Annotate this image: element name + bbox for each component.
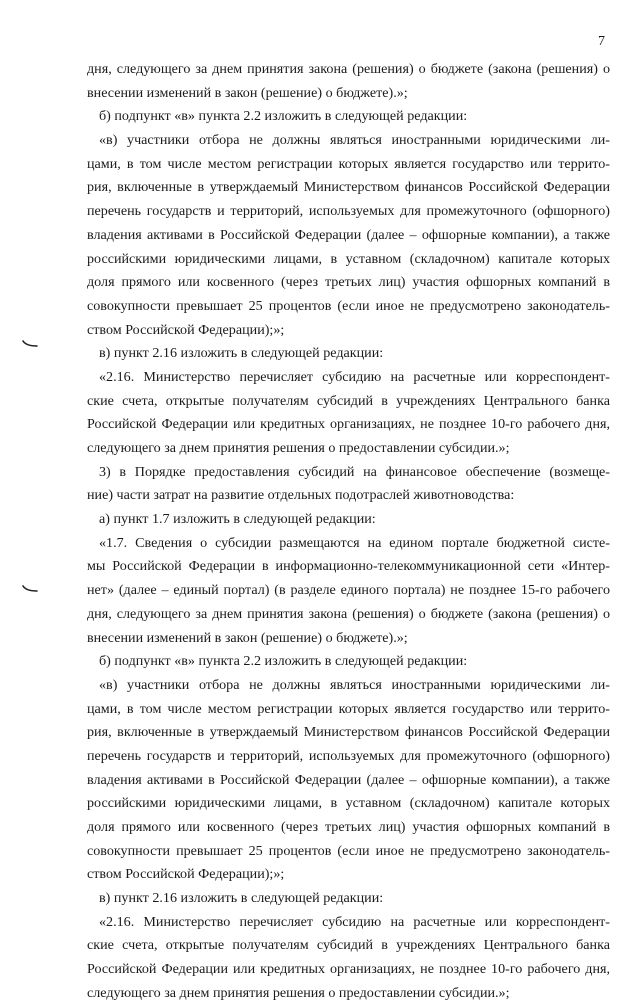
text-line: нет» (далее – единый портал) (в разделе единого портала) не позднее 15-го рабочего: [87, 582, 610, 599]
text-line: российскими юридическими лицами, в уставном (складочном) капитале которых: [87, 250, 610, 267]
text-line: совокупности превышает 25 процентов (если иное не предусмотрено законодатель-: [87, 297, 610, 314]
text-line: ские счета, открытые получателям субсидий в учреждениях Центрального банка: [87, 937, 610, 954]
text-line: рия, включенные в утверждаемый Министерством финансов Российской Федерации: [87, 724, 610, 741]
text-line: доля прямого или косвенного (через третьих лиц) участия офшорных компаний в: [87, 274, 610, 291]
text-line: владения активами в Российской Федерации (далее – офшорные компании), а также: [87, 771, 610, 788]
text-line: доля прямого или косвенного (через третьих лиц) участия офшорных компаний в: [87, 819, 610, 835]
text-line: мы Российской Федерации в информационно-телекоммуникационной сети «Интер-: [87, 558, 610, 575]
text-line: б) подпункт «в» пункта 2.2 изложить в следующей редакции:: [99, 108, 468, 125]
text-line: владения активами в Российской Федерации (далее – офшорные компании), а также: [87, 226, 610, 243]
text-line: следующего за днем принятия решения о предоставлении субсидии.»;: [87, 984, 510, 1001]
text-line: внесении изменений в закон (решение) о бюджете).»;: [87, 84, 408, 101]
text-line: а) пункт 1.7 изложить в следующей редакции:: [99, 511, 376, 528]
text-line: в) пункт 2.16 изложить в следующей редакции:: [99, 345, 384, 362]
text-line: Российской Федерации или кредитных организациях, не позднее 10-го рабочего дня,: [87, 416, 610, 433]
text-line: б) подпункт «в» пункта 2.2 изложить в следующей редакции:: [99, 653, 468, 670]
text-line: 3) в Порядке предоставления субсидий на финансовое обеспечение (возмеще-: [99, 463, 610, 480]
text-line: ние) части затрат на развитие отдельных подотраслей животноводства:: [87, 487, 515, 504]
text-line: перечень государств и территорий, используемых для промежуточного (офшорного): [87, 747, 610, 764]
text-line: рия, включенные в утверждаемый Министерством финансов Российской Федерации: [87, 179, 610, 196]
text-line: цами, в том числе местом регистрации которых является государство или террито-: [87, 700, 610, 717]
text-line: дня, следующего за днем принятия закона (решения) о бюджете (закона (решения) о: [87, 61, 610, 77]
text-line: цами, в том числе местом регистрации которых является государство или террито-: [87, 155, 610, 172]
text-line: следующего за днем принятия решения о предоставлении субсидии.»;: [87, 440, 510, 456]
text-line: ские счета, открытые получателям субсидий в учреждениях Центрального банка: [87, 392, 610, 409]
text-line: Российской Федерации или кредитных организациях, не позднее 10-го рабочего дня,: [87, 961, 610, 978]
document-body: [87, 58, 610, 1006]
page-number: 7: [598, 34, 605, 49]
text-line: «2.16. Министерство перечисляет субсидию на расчетные или корреспондент-: [99, 368, 610, 385]
text-line: «2.16. Министерство перечисляет субсидию на расчетные или корреспондент-: [99, 913, 610, 930]
margin-tick-mark: [22, 585, 38, 593]
text-line: дня, следующего за днем принятия закона (решения) о бюджете (закона (решения) о: [87, 605, 610, 622]
text-line: «в) участники отбора не должны являться иностранными юридическими ли-: [99, 676, 610, 693]
text-line: российскими юридическими лицами, в уставном (складочном) капитале которых: [87, 795, 610, 812]
text-line: перечень государств и территорий, используемых для промежуточного (офшорного): [87, 203, 610, 220]
text-line: «в) участники отбора не должны являться иностранными юридическими ли-: [99, 132, 610, 149]
text-line: в) пункт 2.16 изложить в следующей редакции:: [99, 890, 384, 907]
text-line: ством Российской Федерации);»;: [87, 866, 285, 883]
text-line: совокупности превышает 25 процентов (если иное не предусмотрено законодатель-: [87, 842, 610, 859]
text-line: ством Российской Федерации);»;: [87, 321, 285, 338]
text-line: «1.7. Сведения о субсидии размещаются на едином портале бюджетной систе-: [99, 534, 610, 551]
margin-tick-mark: [22, 340, 38, 348]
text-line: внесении изменений в закон (решение) о бюджете).»;: [87, 629, 408, 646]
